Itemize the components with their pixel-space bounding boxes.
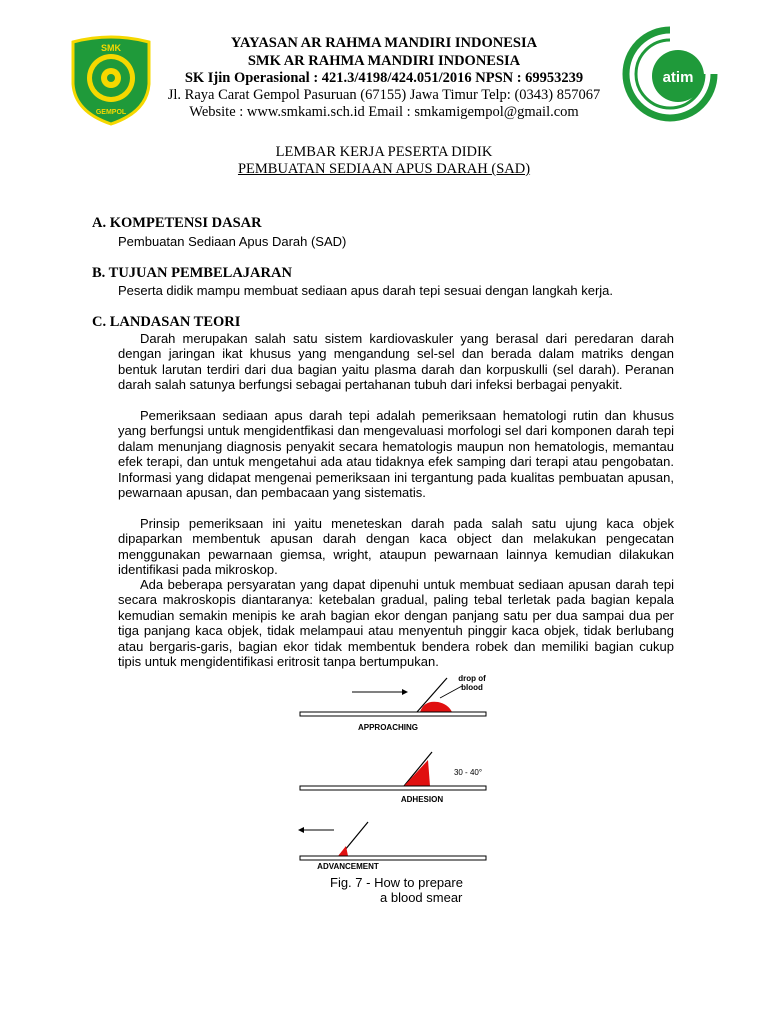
header-school: SMK AR RAHMA MANDIRI INDONESIA: [247, 53, 521, 69]
logo-smk-text: SMK: [101, 43, 121, 53]
drop-label-2: blood: [461, 683, 483, 692]
paragraph-2: Pemeriksaan sediaan apus darah tepi adalah pemeriksaan hematologi rutin dan khusus yang berfungsi untuk mengidentfikasi dan mengevaluasi morfologi sel dari komponen darah tepi dalam menunjang diagnosis penyakit secara hematologis maupun non hematologis, memantau efek terapi, dan untuk mengetahui ada atau tidaknya efek samping dari terapi atau pengobatan. Informasi yang didapat mengenai pemeriksaan ini tergantung pada kualitas pembuatan apusan, pewarnaan apusan, dan pembacaan yang sistematis.: [118, 408, 674, 501]
paragraph-4: Ada beberapa persyaratan yang dapat dipenuhi untuk membuat sediaan apusan darah tepi secara makroskopis diantaranya: ketebalan gradual, paling tebal terletak pada bagian kepala kemudian semakin menipis ke arah bagian ekor dengan panjang satu per dua sampai dua per tiga panjang kaca objek, tidak melampaui atau menyentuh pinggir kaca objek, tidak berlubang atau bergaris-garis, bagian ekor tidak membentuk bendera robek dan memiliki bagian cukup tipis untuk mengidentifikasi eritrosit tanpa bertumpukan.: [118, 577, 674, 670]
step-label-advancement: ADVANCEMENT: [317, 862, 379, 871]
section-c-title: C. LANDASAN TEORI: [92, 314, 241, 330]
blood-wedge-icon: [404, 760, 430, 786]
gear-icon: [101, 68, 121, 88]
step-label-approaching: APPROACHING: [357, 723, 419, 732]
angle-label: 30 - 40°: [453, 768, 483, 777]
arrow-left-icon: [298, 827, 304, 833]
document-subtitle: PEMBUATAN SEDIAAN APUS DARAH (SAD): [237, 161, 531, 177]
header-license: SK Ijin Operasional : 421.3/4198/424.051/2016 NPSN : 69953239: [184, 70, 584, 86]
section-b-text: Peserta didik mampu membuat sediaan apus darah tepi sesuai dengan langkah kerja.: [118, 283, 614, 298]
school-logo: [70, 34, 152, 126]
header-address: Jl. Raya Carat Gempol Pasuruan (67155) Jawa Timur Telp: (0343) 857067: [167, 87, 601, 103]
step-approaching: [300, 674, 486, 732]
header-foundation: YAYASAN AR RAHMA MANDIRI INDONESIA: [230, 35, 538, 51]
figure-caption-2: a blood smear: [380, 890, 463, 905]
document-title: LEMBAR KERJA PESERTA DIDIK: [275, 144, 493, 160]
drop-label-1: drop of: [458, 674, 486, 683]
blood-smear-figure: [292, 670, 492, 910]
step-label-adhesion: ADHESION: [400, 795, 444, 804]
section-b-title: B. TUJUAN PEMBELAJARAN: [92, 265, 292, 281]
section-a-title: A. KOMPETENSI DASAR: [92, 215, 262, 231]
step-adhesion: [300, 752, 486, 804]
paragraph-3: Prinsip pemeriksaan ini yaitu meneteskan darah pada salah satu ujung kaca objek dipaparkan membentuk apusan darah dengan kaca object dan melakukan pengecatan menggunakan pewarnaan giemsa, wright, ataupun pewarnaan lainnya kemudian dilakukan identifikasi pada mikroskop.: [118, 516, 674, 578]
section-a-text: Pembuatan Sediaan Apus Darah (SAD): [118, 234, 347, 249]
header-contact: Website : www.smkami.sch.id Email : smkamigempol@gmail.com: [189, 104, 579, 120]
atim-logo: [622, 26, 718, 122]
step-advancement: [298, 822, 486, 871]
logo-gempol-text: GEMPOL: [95, 109, 127, 116]
logo-atim-text: atim: [662, 69, 694, 86]
figure-caption-1: Fig. 7 - How to prepare: [330, 875, 463, 890]
paragraph-1: Darah merupakan salah satu sistem kardiovaskuler yang berasal dari peredaran darah dengan jaringan ikat khusus yang mengandung sel-sel dan berada dalam matriks dengan bentuk larutan terdiri dari dua bagian yaitu plasma darah dan korpuskulli (sel darah). Peranan darah salah satunya berfungsi sebagai pertahanan tubuh dari infeksi berbagai penyakit.: [118, 331, 674, 393]
